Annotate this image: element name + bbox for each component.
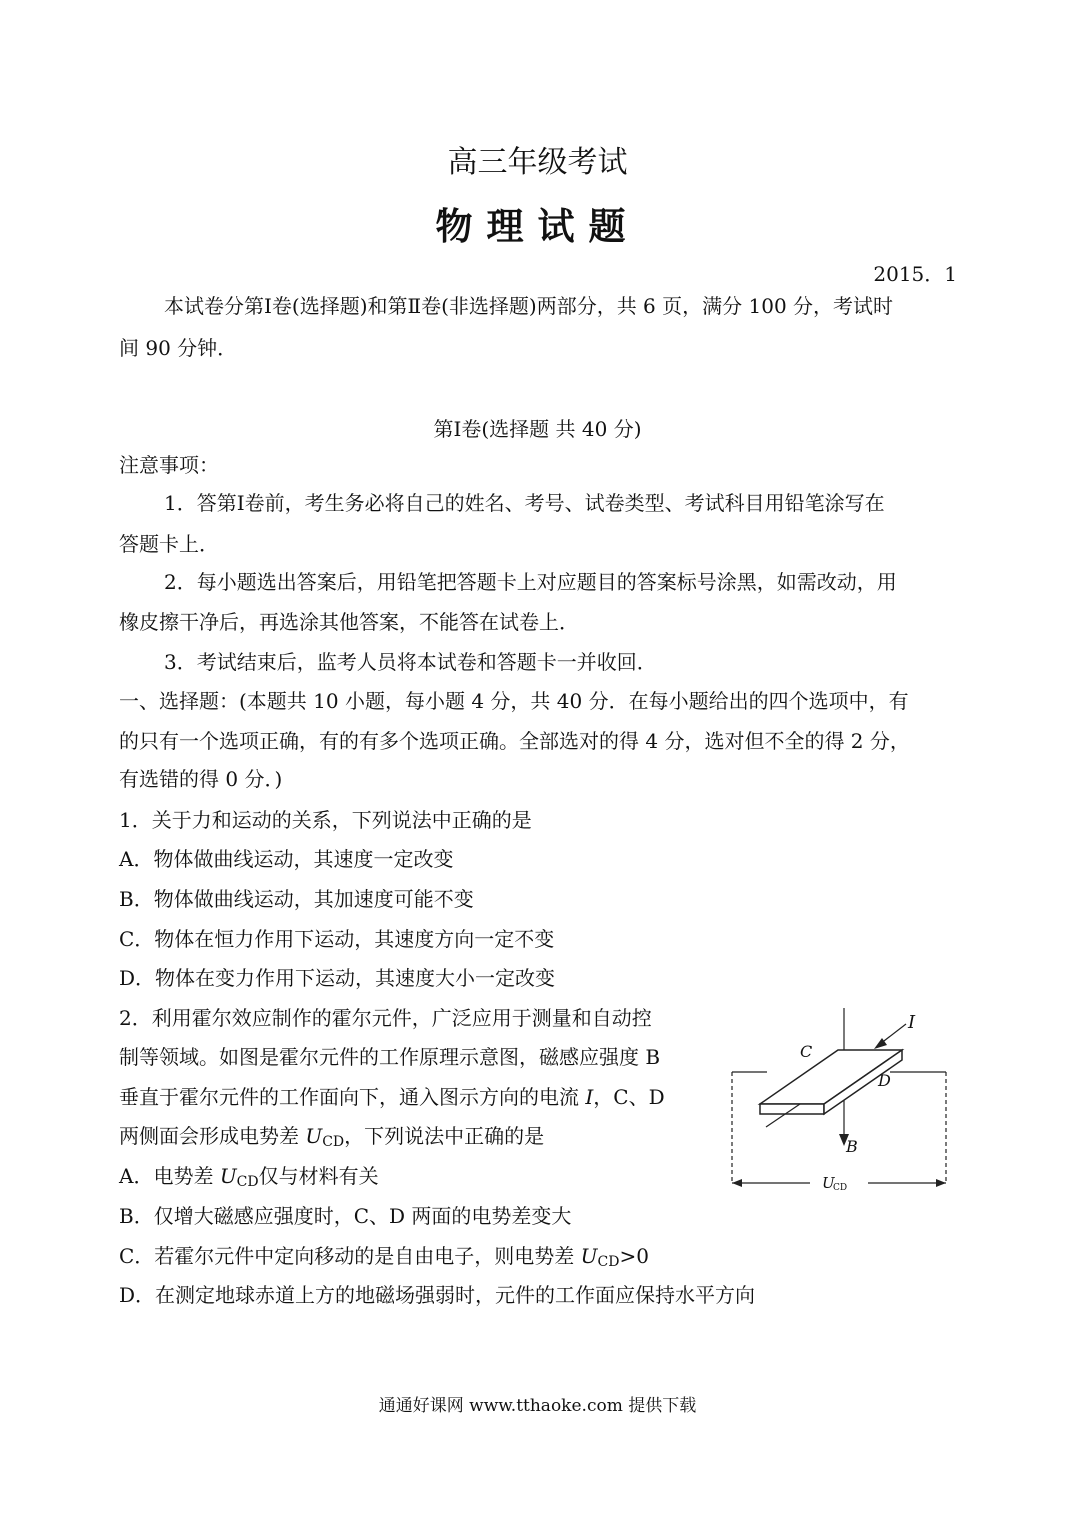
subject-title: 物理试题 bbox=[435, 204, 640, 248]
voltage-symbol: U bbox=[580, 1244, 598, 1268]
note-2-line-1: 2．每小题选出答案后，用铅笔把答题卡上对应题目的答案标号涂黑，如需改动，用 bbox=[164, 570, 897, 594]
q1-option-b: B．物体做曲线运动，其加速度可能不变 bbox=[119, 887, 474, 911]
note-1-line-2: 答题卡上． bbox=[119, 532, 219, 556]
q2-stem-line-1: 2．利用霍尔效应制作的霍尔元件，广泛应用于测量和自动控 bbox=[119, 1006, 652, 1030]
note-2-line-2: 橡皮擦干净后，再选涂其他答案，不能答在试卷上． bbox=[119, 610, 579, 634]
q2-stem-line-3-text-a: 垂直于霍尔元件的工作面向下，通入图示方向的电流 bbox=[119, 1085, 586, 1109]
part1-heading-line-2: 的只有一个选项正确，有的有多个选项正确。全部选对的得 4 分，选对但不全的得 2 分， bbox=[119, 729, 910, 753]
footer-text: 通通好课网 www.tthaoke.com 提供下载 bbox=[378, 1396, 697, 1416]
voltage-subscript: CD bbox=[322, 1134, 345, 1150]
q2-option-d: D．在测定地球赤道上方的地磁场强弱时，元件的工作面应保持水平方向 bbox=[119, 1283, 756, 1307]
voltage-symbol: U bbox=[219, 1164, 237, 1188]
exam-title: 高三年级考试 bbox=[447, 145, 628, 180]
q2-stem-line-3 bbox=[119, 1085, 665, 1109]
hall-element-diagram bbox=[720, 1000, 960, 1200]
label-b: B bbox=[846, 1137, 858, 1156]
notes-label: 注意事项： bbox=[119, 453, 219, 477]
q1-stem: 1．关于力和运动的关系，下列说法中正确的是 bbox=[119, 808, 532, 832]
q2-option-c-text-a: C．若霍尔元件中定向移动的是自由电子，则电势差 bbox=[119, 1244, 581, 1268]
q2-option-a bbox=[119, 1164, 379, 1194]
voltage-subscript: CD bbox=[597, 1254, 620, 1270]
part1-heading-line-1: 一、选择题：(本题共 10 小题，每小题 4 分，共 40 分．在每小题给出的四个选项中，有 bbox=[119, 689, 909, 713]
label-u-subscript: CD bbox=[833, 1183, 848, 1193]
q2-stem-line-3-text-b: ，C、D bbox=[593, 1085, 665, 1109]
ucd-arrow-right bbox=[936, 1179, 946, 1187]
label-d: D bbox=[878, 1071, 891, 1090]
label-u: U bbox=[822, 1174, 835, 1192]
part1-heading-line-3: 有选错的得 0 分．) bbox=[119, 767, 283, 791]
q1-option-d: D．物体在变力作用下运动，其速度大小一定改变 bbox=[119, 966, 556, 990]
label-c: C bbox=[800, 1042, 813, 1061]
note-3-line-1: 3．考试结束后，监考人员将本试卷和答题卡一并收回． bbox=[164, 650, 657, 674]
q1-option-a: A．物体做曲线运动，其速度一定改变 bbox=[119, 847, 454, 871]
q2-option-b: B．仅增大磁感应强度时，C、D 两面的电势差变大 bbox=[119, 1204, 572, 1228]
q2-option-a-text-b: 仅与材料有关 bbox=[258, 1164, 379, 1188]
q1-option-c: C．物体在恒力作用下运动，其速度方向一定不变 bbox=[119, 927, 555, 951]
ucd-arrow-left bbox=[732, 1179, 742, 1187]
q2-stem-line-2: 制等领域。如图是霍尔元件的工作原理示意图，磁感应强度 B bbox=[119, 1045, 661, 1069]
q2-option-c-text-b: >0 bbox=[619, 1244, 649, 1268]
exam-date: 2015．1 bbox=[873, 262, 957, 286]
note-1-line-1: 1．答第Ⅰ卷前，考生务必将自己的姓名、考号、试卷类型、考试科目用铅笔涂写在 bbox=[164, 491, 885, 515]
q2-stem-line-4 bbox=[119, 1124, 544, 1154]
q2-stem-line-4-text-a: 两侧面会形成电势差 bbox=[119, 1124, 306, 1148]
q2-stem-line-4-text-b: ，下列说法中正确的是 bbox=[344, 1124, 545, 1148]
section-title: 第Ⅰ卷(选择题 共 40 分) bbox=[433, 417, 642, 441]
label-i: I bbox=[908, 1012, 916, 1033]
voltage-subscript: CD bbox=[236, 1174, 259, 1190]
intro-line-2: 间 90 分钟． bbox=[119, 336, 238, 360]
q2-option-a-text-a: A．电势差 bbox=[119, 1164, 220, 1188]
q2-option-c bbox=[119, 1244, 649, 1274]
current-symbol: I bbox=[585, 1085, 594, 1109]
voltage-symbol: U bbox=[305, 1124, 323, 1148]
intro-line-1: 本试卷分第Ⅰ卷(选择题)和第Ⅱ卷(非选择题)两部分，共 6 页，满分 100 分，考试时 bbox=[164, 294, 894, 318]
